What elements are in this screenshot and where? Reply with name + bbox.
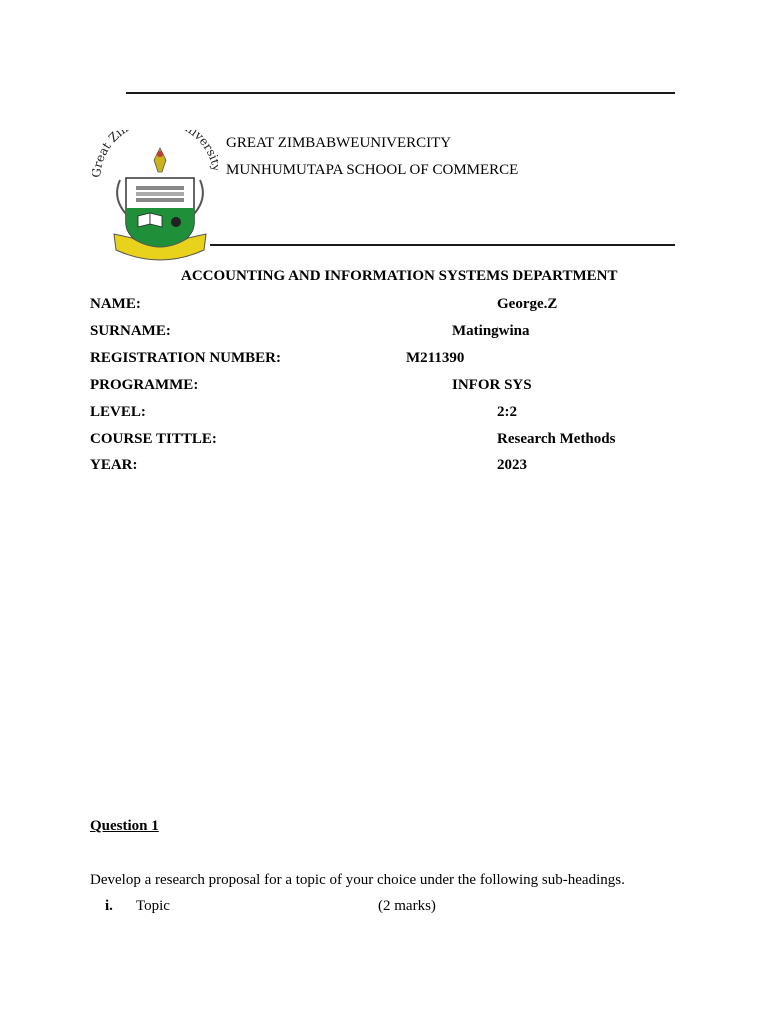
question-prompt: Develop a research proposal for a topic of your choice under the following sub-headings. (90, 872, 625, 888)
detail-value-name: George.Z (497, 296, 558, 312)
detail-value-programme: INFOR SYS (452, 377, 532, 393)
school-name: MUNHUMUTAPA SCHOOL OF COMMERCE (226, 162, 519, 178)
university-crest-logo (92, 130, 218, 264)
detail-label-name: NAME: (90, 296, 141, 312)
detail-value-level: 2:2 (497, 404, 517, 420)
detail-label-programme: PROGRAMME: (90, 377, 199, 393)
detail-label-surname: SURNAME: (90, 323, 171, 339)
question-item-label: Topic (136, 898, 170, 914)
svg-text:Great Zimbabwe University: eat Zi ivers (92, 130, 218, 164)
question-item-marks: (2 marks) (378, 898, 436, 914)
detail-value-surname: Matingwina (452, 323, 530, 339)
department-title: ACCOUNTING AND INFORMATION SYSTEMS DEPARTMENT (181, 268, 618, 284)
header-bottom-rule (210, 244, 675, 246)
detail-label-course: COURSE TITTLE: (90, 431, 217, 447)
university-name: GREAT ZIMBABWEUNIVERCITY (226, 135, 452, 151)
header-top-rule (126, 92, 675, 94)
detail-label-level: LEVEL: (90, 404, 146, 420)
detail-label-year: YEAR: (90, 457, 138, 473)
detail-value-year: 2023 (497, 457, 527, 473)
detail-value-registration: M211390 (406, 350, 465, 366)
question-heading: Question 1 (90, 818, 159, 834)
question-item-number: i. (105, 898, 113, 914)
detail-value-course: Research Methods (497, 431, 616, 447)
detail-label-registration: REGISTRATION NUMBER: (90, 350, 281, 366)
